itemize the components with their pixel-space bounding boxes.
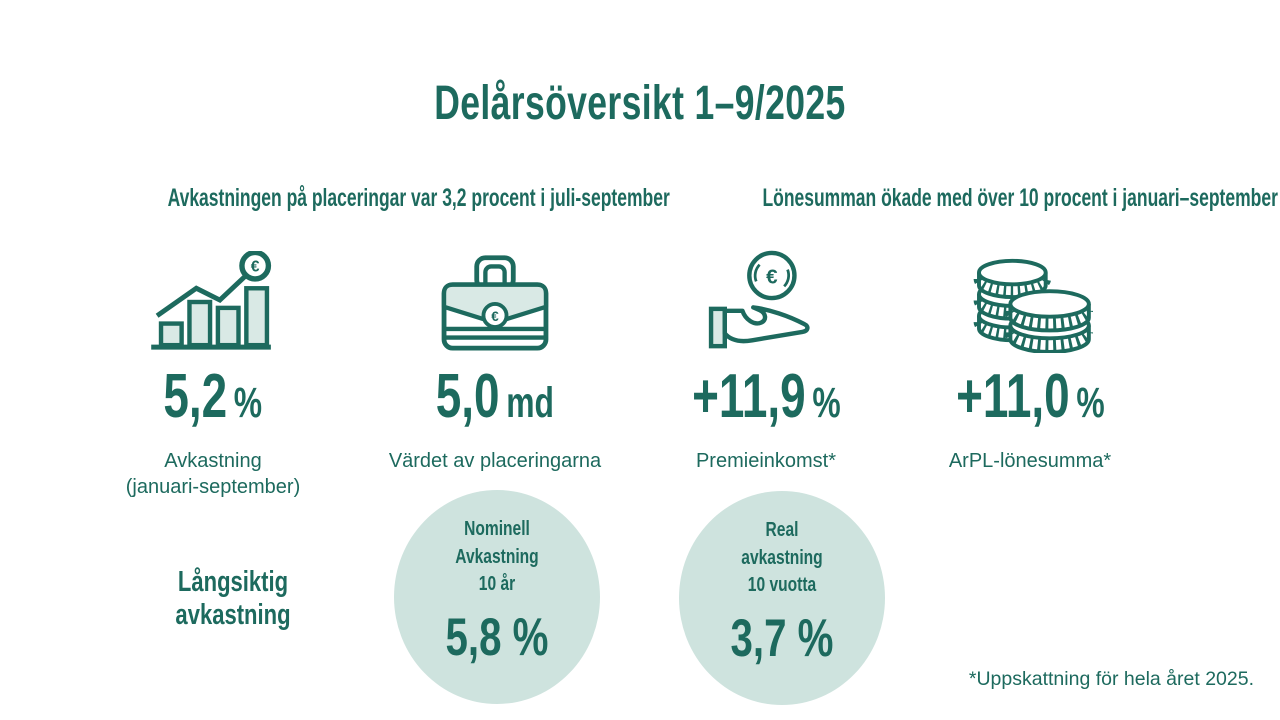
circle-label-line: Nominell: [464, 517, 530, 540]
stat-number: +11,9: [691, 362, 806, 431]
svg-text:€: €: [766, 265, 778, 289]
circle-value: 3,7 %: [730, 608, 834, 668]
footnote: *Uppskattning för hela året 2025.: [968, 668, 1254, 690]
briefcase-euro-icon: [436, 250, 554, 354]
caption-line: (januari-september): [125, 476, 301, 498]
bar-chart-euro-icon: [145, 250, 281, 354]
stat-caption-payroll: [949, 448, 1111, 474]
right-section-heading: [652, 184, 1278, 213]
real-return-content: [704, 516, 861, 668]
stat-value-investments: [415, 362, 575, 432]
svg-text:€: €: [491, 309, 499, 325]
stat-investments-value: [365, 250, 625, 474]
circle-label-line: 10 år: [478, 572, 516, 595]
circle-label-line: Real: [765, 518, 799, 541]
circle-label-line: avkastning: [741, 545, 823, 569]
left-section-heading: [60, 184, 670, 213]
nominal-return-circle: [394, 490, 600, 704]
caption-line: Värdet av placeringarna: [388, 450, 602, 472]
stat-caption-investments: [389, 448, 601, 474]
long-term-line: Långsiktig: [177, 566, 289, 598]
long-term-line: avkastning: [175, 599, 291, 631]
stat-premium-income: [636, 250, 896, 474]
left-section-heading-text: Avkastningen på placeringar var 3,2 procent i juli-september: [167, 184, 670, 212]
caption-line: Premieinkomst*: [695, 450, 837, 472]
stat-return: [83, 250, 343, 500]
stat-number: 5,0: [435, 362, 500, 431]
circle-label-line: Avkastning: [455, 544, 539, 568]
stat-value-premium: [666, 362, 867, 432]
stat-number: 5,2: [163, 362, 228, 431]
stat-payroll: [900, 250, 1160, 474]
stat-value-return: [146, 362, 279, 432]
stat-value-payroll: [930, 362, 1131, 432]
stat-unit: %: [234, 379, 263, 427]
nominal-return-content: [419, 515, 576, 667]
caption-line: ArPL-lönesumma*: [948, 450, 1112, 472]
hand-euro-icon: [705, 250, 827, 354]
long-term-return-label: [146, 566, 321, 632]
svg-text:€: €: [250, 258, 260, 276]
stat-number: +11,0: [955, 362, 1070, 431]
caption-line: Avkastning: [164, 450, 262, 472]
stat-caption-premium: [696, 448, 836, 474]
page-title: [0, 76, 1280, 131]
coins-icon: [967, 250, 1093, 354]
stat-unit: md: [506, 379, 555, 427]
stat-caption-return: [126, 448, 301, 500]
circle-value: 5,8 %: [445, 607, 549, 667]
stat-unit: %: [1075, 379, 1105, 427]
circle-label-line: 10 vuotta: [747, 573, 817, 596]
stat-unit: %: [811, 379, 841, 427]
page-title-text: Delårsöversikt 1–9/2025: [434, 77, 846, 130]
right-section-heading-text: Lönesumman ökade med över 10 procent i januari–september: [762, 184, 1278, 212]
real-return-circle: [679, 491, 885, 705]
